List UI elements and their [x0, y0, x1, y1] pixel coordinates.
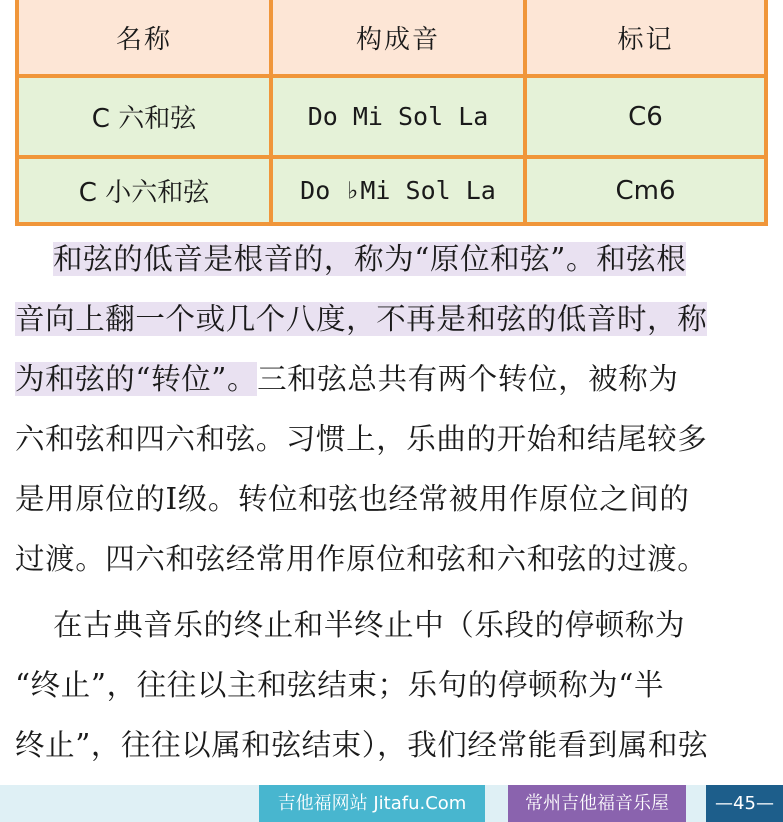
p1-line-3-highlighted: 为和弦的“转位”。 — [15, 362, 258, 396]
shop-label: 常州吉他福音乐屋 — [508, 785, 686, 822]
row1-symbol: C6 — [527, 78, 764, 155]
row2-symbol: Cm6 — [527, 159, 764, 222]
row1-name: C 六和弦 — [19, 78, 269, 155]
row2-name: C 小六和弦 — [19, 159, 269, 222]
header-symbol: 标记 — [527, 0, 764, 74]
row2-notes: Do ♭Mi Sol La — [273, 159, 523, 222]
p2-line-2: “终止”，往往以主和弦结束；乐句的停顿称为“半 — [15, 668, 665, 702]
chord-table — [15, 0, 768, 226]
p1-line-3-rest: 三和弦总共有两个转位，被称为 — [257, 362, 679, 396]
header-name: 名称 — [19, 0, 269, 74]
row1-notes: Do Mi Sol La — [273, 78, 523, 155]
p2-line-1: 在古典音乐的终止和半终止中（乐段的停顿称为 — [53, 608, 686, 642]
p2-line-3: 终止”，往往以属和弦结束），我们经常能看到属和弦 — [15, 728, 709, 762]
p1-line-2: 音向上翻一个或几个八度，不再是和弦的低音时，称 — [15, 302, 708, 336]
p1-line-1: 和弦的低音是根音的，称为“原位和弦”。和弦根 — [53, 242, 687, 276]
site-label: 吉他福网站 Jitafu.Com — [259, 785, 485, 822]
p1-line-5: 是用原位的Ⅰ级。转位和弦也经常被用作原位之间的 — [15, 482, 690, 516]
p1-line-4: 六和弦和四六和弦。习惯上，乐曲的开始和结尾较多 — [15, 422, 708, 456]
p1-line-6: 过渡。四六和弦经常用作原位和弦和六和弦的过渡。 — [15, 542, 708, 576]
page-number: —45— — [706, 785, 783, 822]
header-notes: 构成音 — [273, 0, 523, 74]
page-footer — [0, 785, 783, 822]
